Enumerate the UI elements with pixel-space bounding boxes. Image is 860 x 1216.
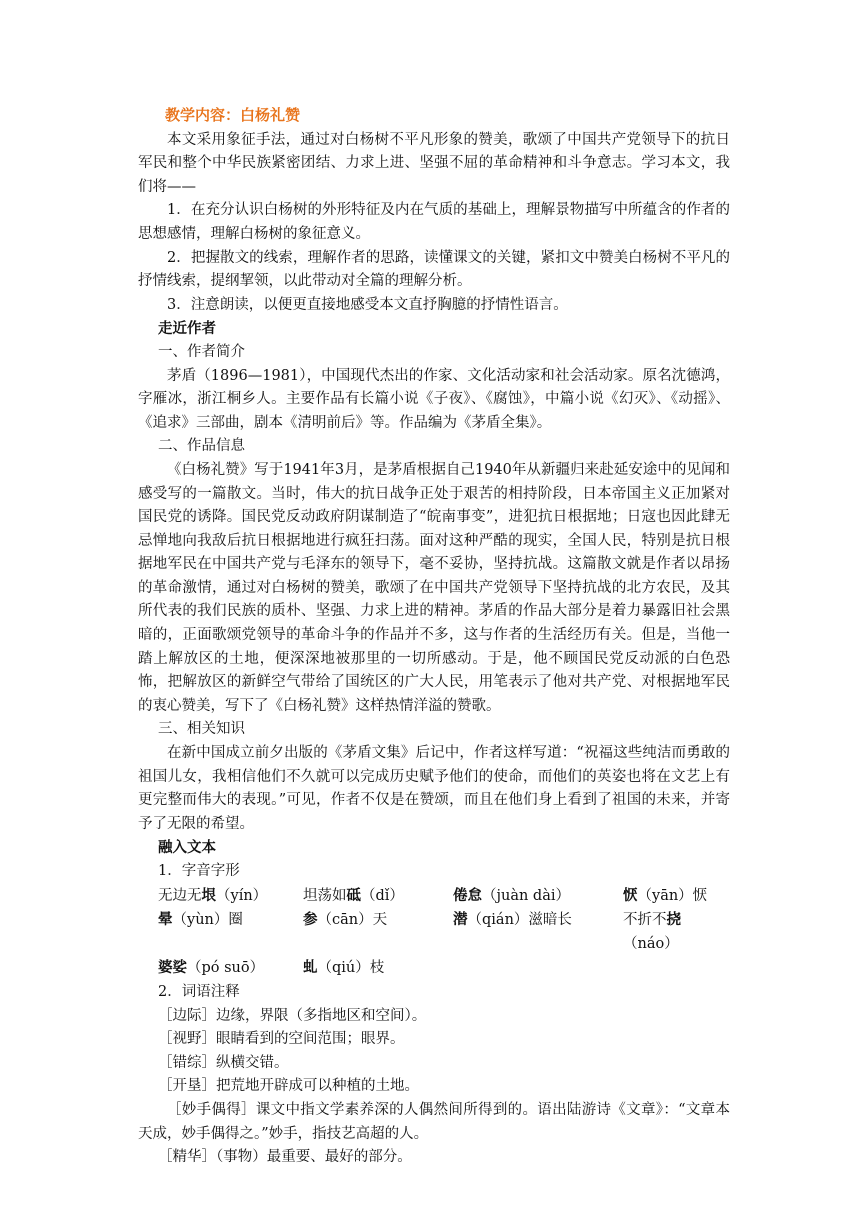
vocab-item: 潜（qián）滋暗长 <box>453 911 572 929</box>
document-body <box>138 104 730 1170</box>
glossary-item: ［精华］（事物）最重要、最好的部分。 <box>158 1149 412 1166</box>
vocab-item: 无边无垠（yín） <box>158 886 268 904</box>
glossary-item: ［边际］边缘，界限（多指地区和空间）。 <box>158 1007 427 1024</box>
glossary-item: ［错综］纵横交错。 <box>158 1054 289 1071</box>
vocab-item: 坦荡如砥（dǐ） <box>303 886 404 904</box>
vocab-item: 恹（yān）恹 <box>623 886 708 904</box>
vocab-item: 参（cān）天 <box>303 911 388 929</box>
work-info: 《白杨礼赞》写于1941年3月，是茅盾根据自己1940年从新疆归来赴延安途中的见闻和感受写的一篇散文。当时，伟大的抗日战争正处于艰苦的相持阶段，日本帝国主义正加紧对国民党的诱降。国民党反动政府阴谋制造了“皖南事变”，进犯抗日根据地；日寇也因此肆无忌惮地向我敌后抗日根据地进行疯狂扫荡。面对这种严酷的现实，全国人民，特别是抗日根据地军民在中国共产党与毛泽东的领导下，毫不妥协，坚持抗战。这篇散文就是作者以昂扬的革命激情，通过对白杨树的赞美，歌颂了在中国共产党领导下坚持抗战的北方农民，及其所代表的我们民族的质朴、坚强、力求上进的精神。茅盾的作品大部分是着力暴露旧社会黑暗的，正面歌颂党领导的革命斗争的作品并不多，这与作者的生活经历有关。但是，当他一踏上解放区的土地，便深深地被那里的一切所感动。于是，他不顾国民党反动派的白色恐怖，把解放区的新鲜空气带给了国统区的广大人民，用笔表示了他对共产党、对根据地军民的衷心赞美，写下了《白杨礼赞》这样热情洋溢的赞歌。 <box>138 461 730 714</box>
pronunciation-subheading: 1．字音字形 <box>158 863 240 879</box>
vocab-item: 虬（qiú）枝 <box>303 959 385 977</box>
vocab-item: 不折不挠（náo） <box>623 911 681 952</box>
vocab-item: 晕（yùn）圈 <box>158 911 243 929</box>
goal-3: 3．注意朗读，以便更直接地感受本文直抒胸臆的抒情性语言。 <box>167 296 568 313</box>
author-intro-subheading: 一、作者简介 <box>158 343 245 360</box>
page-title: 教学内容：白杨礼赞 <box>165 106 301 124</box>
text-heading: 融入文本 <box>158 839 216 857</box>
glossary-item: ［妙手偶得］课文中指文学素养深的人偶然间所得到的。语出陆游诗《文章》：“文章本天成，妙手偶得之。”妙手，指技艺高超的人。 <box>138 1101 730 1142</box>
vocab-item: 婆娑（pó suō） <box>158 959 265 977</box>
vocab-item: 倦怠（juàn dài） <box>453 886 570 904</box>
knowledge-paragraph: 在新中国成立前夕出版的《茅盾文集》后记中，作者这样写道：“祝福这些纯洁而勇敢的祖国儿女，我相信他们不久就可以完成历史赋予他们的使命，而他们的英姿也将在文艺上有更完整而伟大的表现。”可见，作者不仅是在赞颂，而且在他们身上看到了祖国的未来，并寄予了无限的希望。 <box>138 745 730 832</box>
intro-paragraph: 本文采用象征手法，通过对白杨树不平凡形象的赞美，歌颂了中国共产党领导下的抗日军民和整个中华民族紧密团结、力求上进、坚强不屈的革命精神和斗争意志。学习本文，我们将—— <box>138 131 730 195</box>
author-heading: 走近作者 <box>158 320 216 338</box>
knowledge-subheading: 三、相关知识 <box>158 721 245 738</box>
goal-2: 2．把握散文的线索，理解作者的思路，读懂课文的关键，紧扣文中赞美白杨树不平凡的抒情线索，提纲挈领，以此带动对全篇的理解分析。 <box>138 249 730 290</box>
glossary-subheading: 2．词语注释 <box>158 983 240 1000</box>
glossary-item: ［视野］眼睛看到的空间范围；眼界。 <box>158 1031 405 1048</box>
work-info-subheading: 二、作品信息 <box>158 438 245 455</box>
vocab-grid <box>158 884 730 981</box>
author-bio: 茅盾（1896—1981），中国现代杰出的作家、文化活动家和社会活动家。原名沈德鸿，字雁冰，浙江桐乡人。主要作品有长篇小说《子夜》、《腐蚀》，中篇小说《幻灭》、《动摇》、《追求》三部曲，剧本《清明前后》等。作品编为《茅盾全集》。 <box>138 367 730 431</box>
glossary-item: ［开垦］把荒地开辟成可以种植的土地。 <box>158 1078 419 1095</box>
goal-1: 1．在充分认识白杨树的外形特征及内在气质的基础上，理解景物描写中所蕴含的作者的思想感情，理解白杨树的象征意义。 <box>138 202 730 242</box>
